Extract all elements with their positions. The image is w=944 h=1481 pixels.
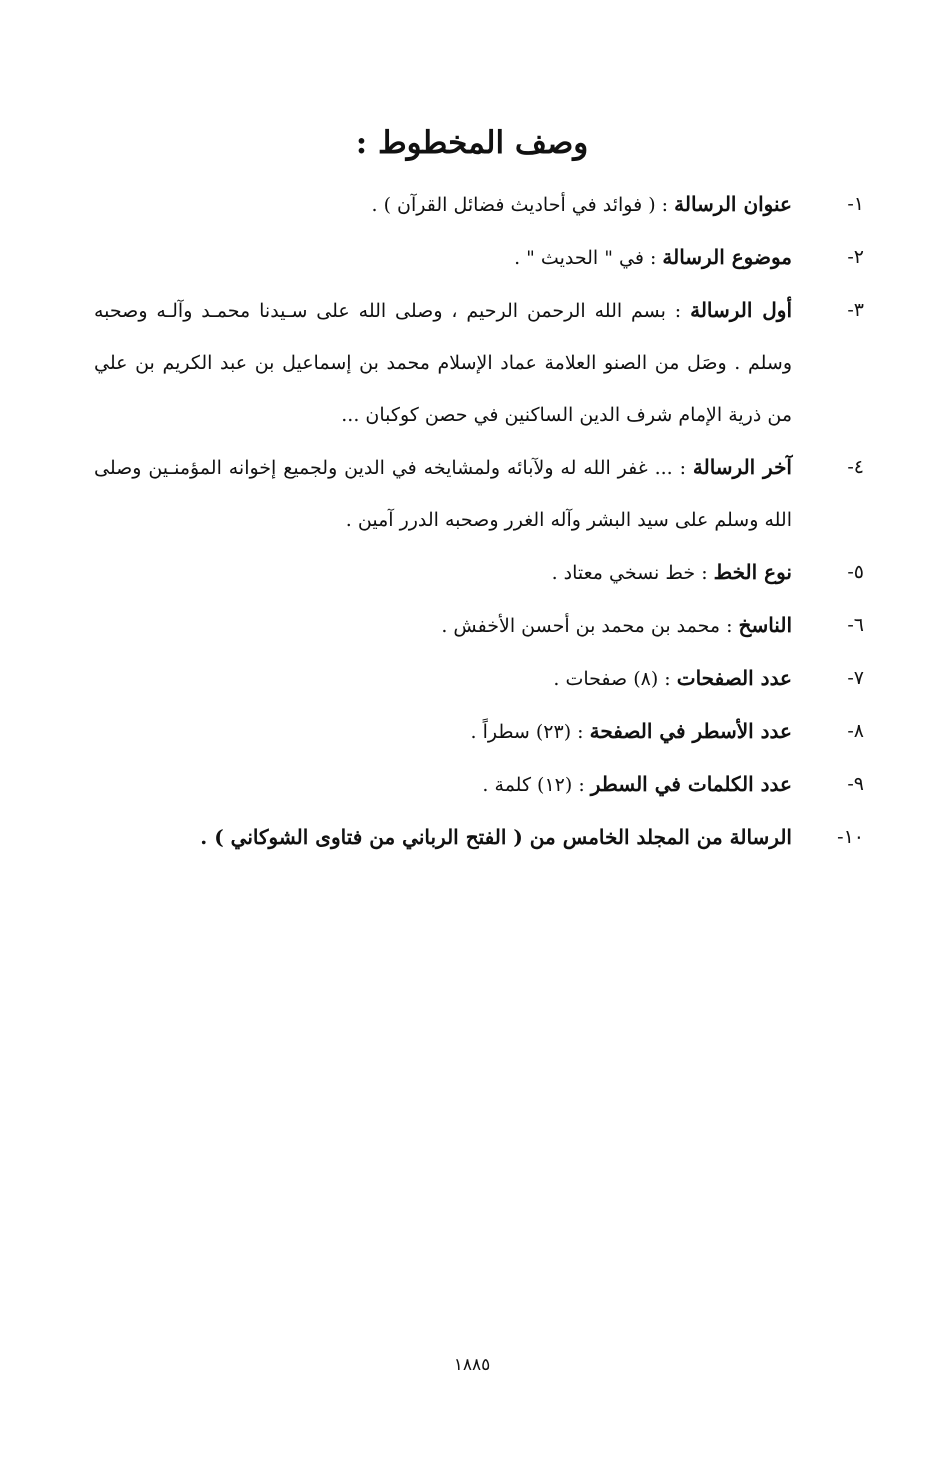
item-text: : بسم الله الرحمن الرحيم ، وصلى الله على سـيدنا محمـد وآلـه وصحبه وسلم . وصَل من الصنو العلامة عماد الإسلام محمد بن إسماعيل بن عبد الكريم بن علي من ذرية الإمام شرف الدين الساكنين في حصن كوكبان ... xyxy=(94,300,792,426)
list-item-words-per-line xyxy=(94,758,864,811)
item-text: : خط نسخي معتاد . xyxy=(551,562,714,584)
item-label: عدد الصفحات xyxy=(676,666,792,690)
item-text: : (٢٣) سطراً . xyxy=(470,721,590,743)
item-number: ٧- xyxy=(847,667,864,689)
list-item-copyist xyxy=(94,599,864,652)
item-label: موضوع الرسالة xyxy=(662,245,792,269)
item-text: : محمد بن محمد بن أحسن الأخفش . xyxy=(441,615,739,637)
item-label: أول الرسالة xyxy=(690,298,793,322)
list-item-title xyxy=(94,178,864,231)
item-number: ٦- xyxy=(847,614,864,636)
item-label: الناسخ xyxy=(738,613,792,637)
item-text: : ... غفر الله له ولآبائه ولمشايخه في الدين ولجميع إخوانه المؤمنـين وصلى الله وسلم على سيد البشر وآله الغرر وصحبه الدرر آمين . xyxy=(94,457,792,531)
item-text: الرسالة من المجلد الخامس من ( الفتح الرباني من فتاوى الشوكاني ) . xyxy=(200,825,792,849)
item-text: : (١٢) كلمة . xyxy=(482,774,591,796)
item-number: ٢- xyxy=(847,246,864,268)
list-item-source-volume xyxy=(94,811,864,864)
page-number: ١٨٨٥ xyxy=(453,1355,491,1375)
item-label: عنوان الرسالة xyxy=(674,192,792,216)
list-item-script-type xyxy=(94,546,864,599)
list-item-subject xyxy=(94,231,864,284)
manuscript-description-list xyxy=(94,178,864,864)
item-text: : (٨) صفحات . xyxy=(553,668,677,690)
item-number: ٣- xyxy=(847,299,864,321)
item-label: آخر الرسالة xyxy=(692,455,792,479)
item-text: : في " الحديث " . xyxy=(514,247,663,269)
item-number: ٨- xyxy=(847,720,864,742)
item-label: نوع الخط xyxy=(713,560,792,584)
list-item-page-count xyxy=(94,652,864,705)
item-number: ٩- xyxy=(847,773,864,795)
list-item-ending xyxy=(94,441,864,546)
list-item-lines-per-page xyxy=(94,705,864,758)
page-title: وصف المخطوط : xyxy=(355,125,589,161)
item-text: : ( فوائد في أحاديث فضائل القرآن ) . xyxy=(371,194,675,216)
list-item-beginning xyxy=(94,284,864,441)
item-number: ١- xyxy=(847,193,864,215)
item-label: عدد الكلمات في السطر xyxy=(590,772,792,796)
item-number: ١٠- xyxy=(837,826,864,848)
item-number: ٥- xyxy=(847,561,864,583)
item-label: عدد الأسطر في الصفحة xyxy=(589,719,792,743)
item-number: ٤- xyxy=(847,456,864,478)
